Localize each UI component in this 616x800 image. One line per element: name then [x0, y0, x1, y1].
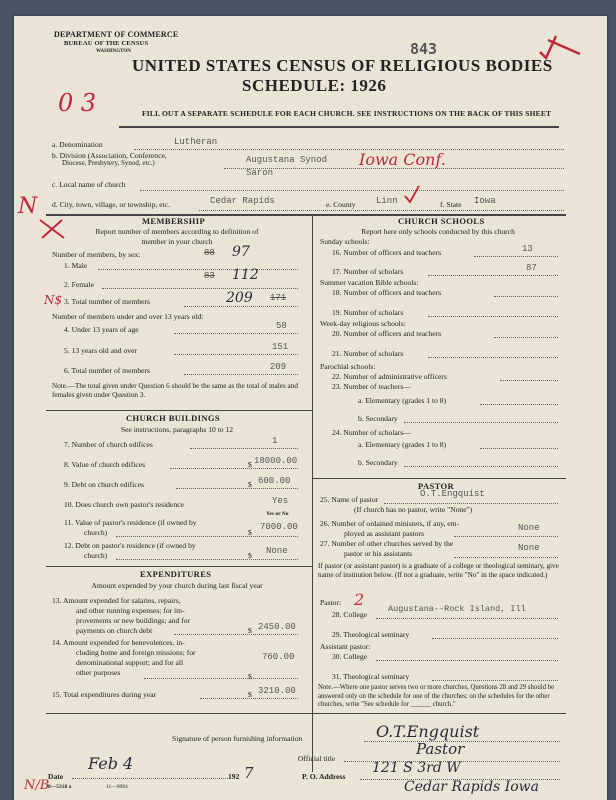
section-rule [46, 713, 566, 714]
dotted-line [184, 306, 298, 307]
state-value: Iowa [474, 196, 496, 206]
q16-label: 16. Number of officers and teachers [332, 248, 442, 257]
age-label: Number of members under and over 13 years old: [52, 312, 204, 321]
address-line-1: 121 S 3rd W [372, 760, 461, 776]
print-code: 11—9084 [106, 784, 128, 790]
under-13-value: 58 [276, 321, 287, 331]
dollar-sign: $ [248, 626, 252, 635]
dotted-line [170, 468, 298, 469]
church-name-value: Saron [246, 168, 274, 178]
pastor-red-mark: 2 [354, 590, 365, 609]
dollar-sign: $ [248, 460, 252, 469]
q14-line-4: other purposes [76, 668, 121, 677]
over-13-label: 5. 13 years old and over [64, 346, 137, 355]
form-title: UNITED STATES CENSUS OF RELIGIOUS BODIES [132, 56, 553, 75]
yes-no-hint: Yes or No [266, 511, 289, 517]
dotted-line [102, 288, 298, 289]
membership-note: Note.—The total given under Question 6 should be the same as the total of males and females given under Question 3. [52, 382, 298, 399]
dollar-sign: $ [248, 690, 252, 699]
q13-value: 2450.00 [258, 622, 296, 632]
dotted-line [404, 466, 558, 467]
buildings-subheading: See instructions, paragraphs 10 to 12 [120, 425, 234, 434]
division-correction: Iowa Conf. [359, 150, 446, 169]
county-label: e. County [326, 200, 356, 209]
q13-line-4: payments on church debt [76, 626, 153, 635]
q25-label: 25. Name of pastor [320, 495, 379, 504]
q23-label: 23. Number of teachers— [332, 382, 411, 391]
weekday-label: Week-day religious schools: [320, 319, 406, 328]
female-typed-value: 83 [204, 271, 215, 281]
q24-label: 24. Number of scholars— [332, 428, 411, 437]
dollar-sign: $ [248, 480, 252, 489]
q14-line-1: 14. Amount expended for benevolences, in- [52, 638, 185, 647]
dollar-sign: $ [248, 551, 252, 560]
q23b-label: b. Secondary [358, 414, 398, 423]
pastor-note: Note.—Where one pastor serves two or more churches, Questions 28 and 29 should be answered only on the schedule for one of the churches; on the schedules for the other churches, write "See schedule for ______ church." [318, 684, 555, 708]
edifice-debt-value: 600.00 [258, 476, 291, 486]
membership-subheading-2: member in your church [141, 237, 213, 246]
female-hand-value: 112 [232, 267, 259, 283]
residence-debt-label-2: church) [84, 551, 108, 560]
dotted-line [134, 149, 564, 150]
q25-sub: (If church has no pastor, write "None") [354, 505, 473, 514]
pastor-sub-label: Pastor: [320, 598, 342, 607]
q13-line-1: 13. Amount expended for salaries, repairs, [52, 596, 181, 605]
q20-label: 20. Number of officers and teachers [332, 329, 442, 338]
q23a-label: a. Elementary (grades 1 to 8) [358, 396, 447, 405]
department-label: DEPARTMENT OF COMMERCE [54, 30, 179, 39]
denomination-value: Lutheran [174, 137, 218, 147]
county-value: Linn [376, 196, 398, 206]
margin-mark-bottom: N/B [24, 778, 50, 793]
dotted-line [224, 168, 564, 169]
total-members-label: 3. Total number of members [64, 297, 151, 306]
official-title-value: Pastor [416, 740, 465, 758]
q18-label: 18. Number of officers and teachers [332, 288, 442, 297]
dotted-line [480, 448, 558, 449]
dollar-sign: $ [248, 672, 252, 681]
residence-debt-label-1: 12. Debt on pastor's residence (if owned by [64, 541, 196, 550]
dotted-line [432, 680, 558, 681]
dotted-line [199, 210, 564, 211]
division-label-2: Diocese, Presbytery, Synod, etc.) [62, 159, 155, 167]
over-13-value: 151 [272, 342, 289, 352]
residence-value-label-1: 11. Value of pastor's residence (if owned by [64, 518, 197, 527]
total-members-typed-value: 171 [270, 293, 287, 303]
division-value: Augustana Synod [246, 155, 328, 165]
stamp-number: 843 [410, 40, 438, 58]
q27-label-1: 27. Number of other churches served by the [320, 539, 454, 548]
male-typed-value: 88 [204, 248, 215, 258]
expenditures-subheading: Amount expended by your church during last fiscal year [91, 581, 263, 590]
address-line-2: Cedar Rapids Iowa [404, 779, 539, 795]
form-subtitle: SCHEDULE: 1926 [242, 76, 387, 95]
q22-label: 22. Number of administrative officers [332, 372, 447, 381]
membership-subheading-1: Report number of members according to definition of [95, 227, 259, 236]
q13-line-3: provements or new buildings; and for [76, 616, 191, 625]
q29-label: 29. Theological seminary [332, 630, 410, 639]
official-title-label: Official title [298, 754, 336, 763]
instruction-line: FILL OUT A SEPARATE SCHEDULE FOR EACH CHURCH. SEE INSTRUCTIONS ON THE BACK OF THIS SHEET [142, 109, 552, 118]
residence-value-value: 7000.00 [260, 522, 298, 532]
county-check-icon [402, 184, 422, 211]
dotted-line [190, 448, 298, 449]
dotted-line [176, 488, 298, 489]
q15-value: 3210.00 [258, 686, 296, 696]
q24b-label: b. Secondary [358, 458, 398, 467]
dotted-line [494, 296, 558, 297]
male-label: 1. Male [64, 261, 88, 270]
dotted-line [184, 374, 298, 375]
margin-code: 0 3 [58, 89, 97, 117]
male-hand-value: 97 [232, 244, 250, 260]
residence-owned-label: 10. Does church own pastor's residence [64, 500, 184, 509]
dotted-line [116, 536, 298, 537]
dotted-line [376, 618, 558, 619]
section-rule [46, 566, 312, 567]
q27-label-2: pastor or his assistants [344, 549, 413, 558]
assistant-label: Assistant pastor: [320, 642, 371, 651]
q14-line-3: denominational support; and for all [76, 658, 184, 667]
vacation-label: Summer vacation Bible schools: [320, 278, 419, 287]
q28-label: 28. College [332, 610, 368, 619]
total-by-age-label: 6. Total number of members [64, 366, 151, 375]
residence-owned-value: Yes [272, 496, 289, 506]
q26-label-2: ployed as assistant pastors [344, 529, 424, 538]
city-value: Cedar Rapids [210, 196, 275, 206]
dotted-line [474, 256, 558, 257]
margin-mark-n: N [18, 194, 38, 219]
signature-value: O.T.Engquist [376, 722, 480, 741]
date-label: Date [48, 772, 64, 781]
dotted-line [432, 638, 558, 639]
column-divider [312, 214, 313, 772]
q17-label: 17. Number of scholars [332, 267, 404, 276]
q26-label-1: 26. Number of ordained ministers, if any, em- [320, 519, 460, 528]
q24a-label: a. Elementary (grades 1 to 8) [358, 440, 447, 449]
address-label: P. O. Address [302, 772, 346, 781]
edifice-value-value: 18000.00 [254, 456, 298, 466]
dotted-line [404, 422, 558, 423]
header-rule [119, 126, 559, 128]
year-suffix: 7 [244, 764, 254, 782]
total-members-hand-value: 209 [226, 290, 253, 306]
dotted-line [494, 337, 558, 338]
graduate-note: If pastor (or assistant pastor) is a graduate of a college or theological seminary, give name of institution below. (If not a graduate, write "No" in the space indicated.) [318, 562, 559, 579]
dotted-line [428, 357, 558, 358]
residence-debt-value: None [266, 546, 288, 556]
schools-subheading: Report here only schools conducted by this church [361, 227, 515, 236]
bureau-label: BUREAU OF THE CENSUS [64, 40, 149, 47]
q14-value: 760.00 [262, 652, 295, 662]
denomination-label: a. Denomination [52, 140, 103, 149]
dotted-line [98, 269, 298, 270]
q26-value: None [518, 523, 540, 533]
dotted-line [140, 190, 564, 191]
year-prefix: 192 [228, 772, 240, 781]
dotted-line [116, 559, 298, 560]
dotted-line [454, 557, 558, 558]
membership-heading: MEMBERSHIP [142, 216, 206, 226]
residence-value-label-2: church) [84, 528, 108, 537]
q27-value: None [518, 543, 540, 553]
schools-heading: CHURCH SCHOOLS [398, 216, 485, 226]
margin-mark-3: N$ [44, 293, 63, 307]
section-rule [46, 214, 566, 216]
sunday-label: Sunday schools: [320, 237, 370, 246]
city-label: WASHINGTON [96, 49, 131, 54]
dotted-line [454, 536, 558, 537]
q19-label: 19. Number of scholars [332, 308, 404, 317]
female-label: 2. Female [64, 280, 94, 289]
pastor-heading: PASTOR [418, 481, 455, 491]
dotted-line [480, 404, 558, 405]
dotted-line [376, 660, 558, 661]
dotted-line [428, 316, 558, 317]
q16-value: 13 [522, 244, 533, 254]
edifices-value: 1 [272, 436, 278, 446]
dotted-line [174, 333, 298, 334]
section-rule [46, 410, 312, 411]
dotted-line [174, 634, 298, 635]
dotted-line [500, 380, 558, 381]
q17-value: 87 [526, 263, 537, 273]
state-label: f. State [440, 200, 462, 209]
parochial-label: Parochial schools: [320, 362, 376, 371]
q31-label: 31. Theological seminary [332, 672, 410, 681]
edifice-value-label: 8. Value of church edifices [64, 460, 146, 469]
q14-line-2: cluding home and foreign missions; for [76, 648, 196, 657]
church-name-label: c. Local name of church [52, 180, 126, 189]
signature-label: Signature of person furnishing information [172, 734, 303, 743]
dollar-sign: $ [248, 528, 252, 537]
under-13-label: 4. Under 13 years of age [64, 325, 139, 334]
dotted-line [144, 678, 298, 679]
date-value: Feb 4 [88, 754, 134, 773]
q15-label: 15. Total expenditures during year [52, 690, 157, 699]
q13-line-2: and other running expenses; for im- [76, 606, 185, 615]
city-label: d. City, town, village, or township, etc. [52, 200, 171, 209]
q30-label: 30. College [332, 652, 368, 661]
division-label-1: b. Division (Association, Conference, [52, 151, 167, 160]
by-sex-label: Number of members, by sex: [52, 250, 141, 259]
form-code: 8—5318 a [48, 784, 72, 790]
dotted-line [384, 503, 558, 504]
q21-label: 21. Number of scholars [332, 349, 404, 358]
q25-value: O.T.Engquist [420, 489, 485, 499]
census-schedule-sheet [14, 16, 607, 800]
edifice-debt-label: 9. Debt on church edifices [64, 480, 144, 489]
dotted-line [72, 778, 228, 779]
q28-value: Augustana--Rock Island, Ill [388, 604, 526, 614]
dotted-line [200, 698, 298, 699]
buildings-heading: CHURCH BUILDINGS [126, 413, 221, 423]
expenditures-heading: EXPENDITURES [140, 569, 212, 579]
dotted-line [174, 354, 298, 355]
total-by-age-value: 209 [270, 362, 287, 372]
section-rule [312, 478, 566, 479]
edifices-label: 7. Number of church edifices [64, 440, 153, 449]
dotted-line [428, 275, 558, 276]
